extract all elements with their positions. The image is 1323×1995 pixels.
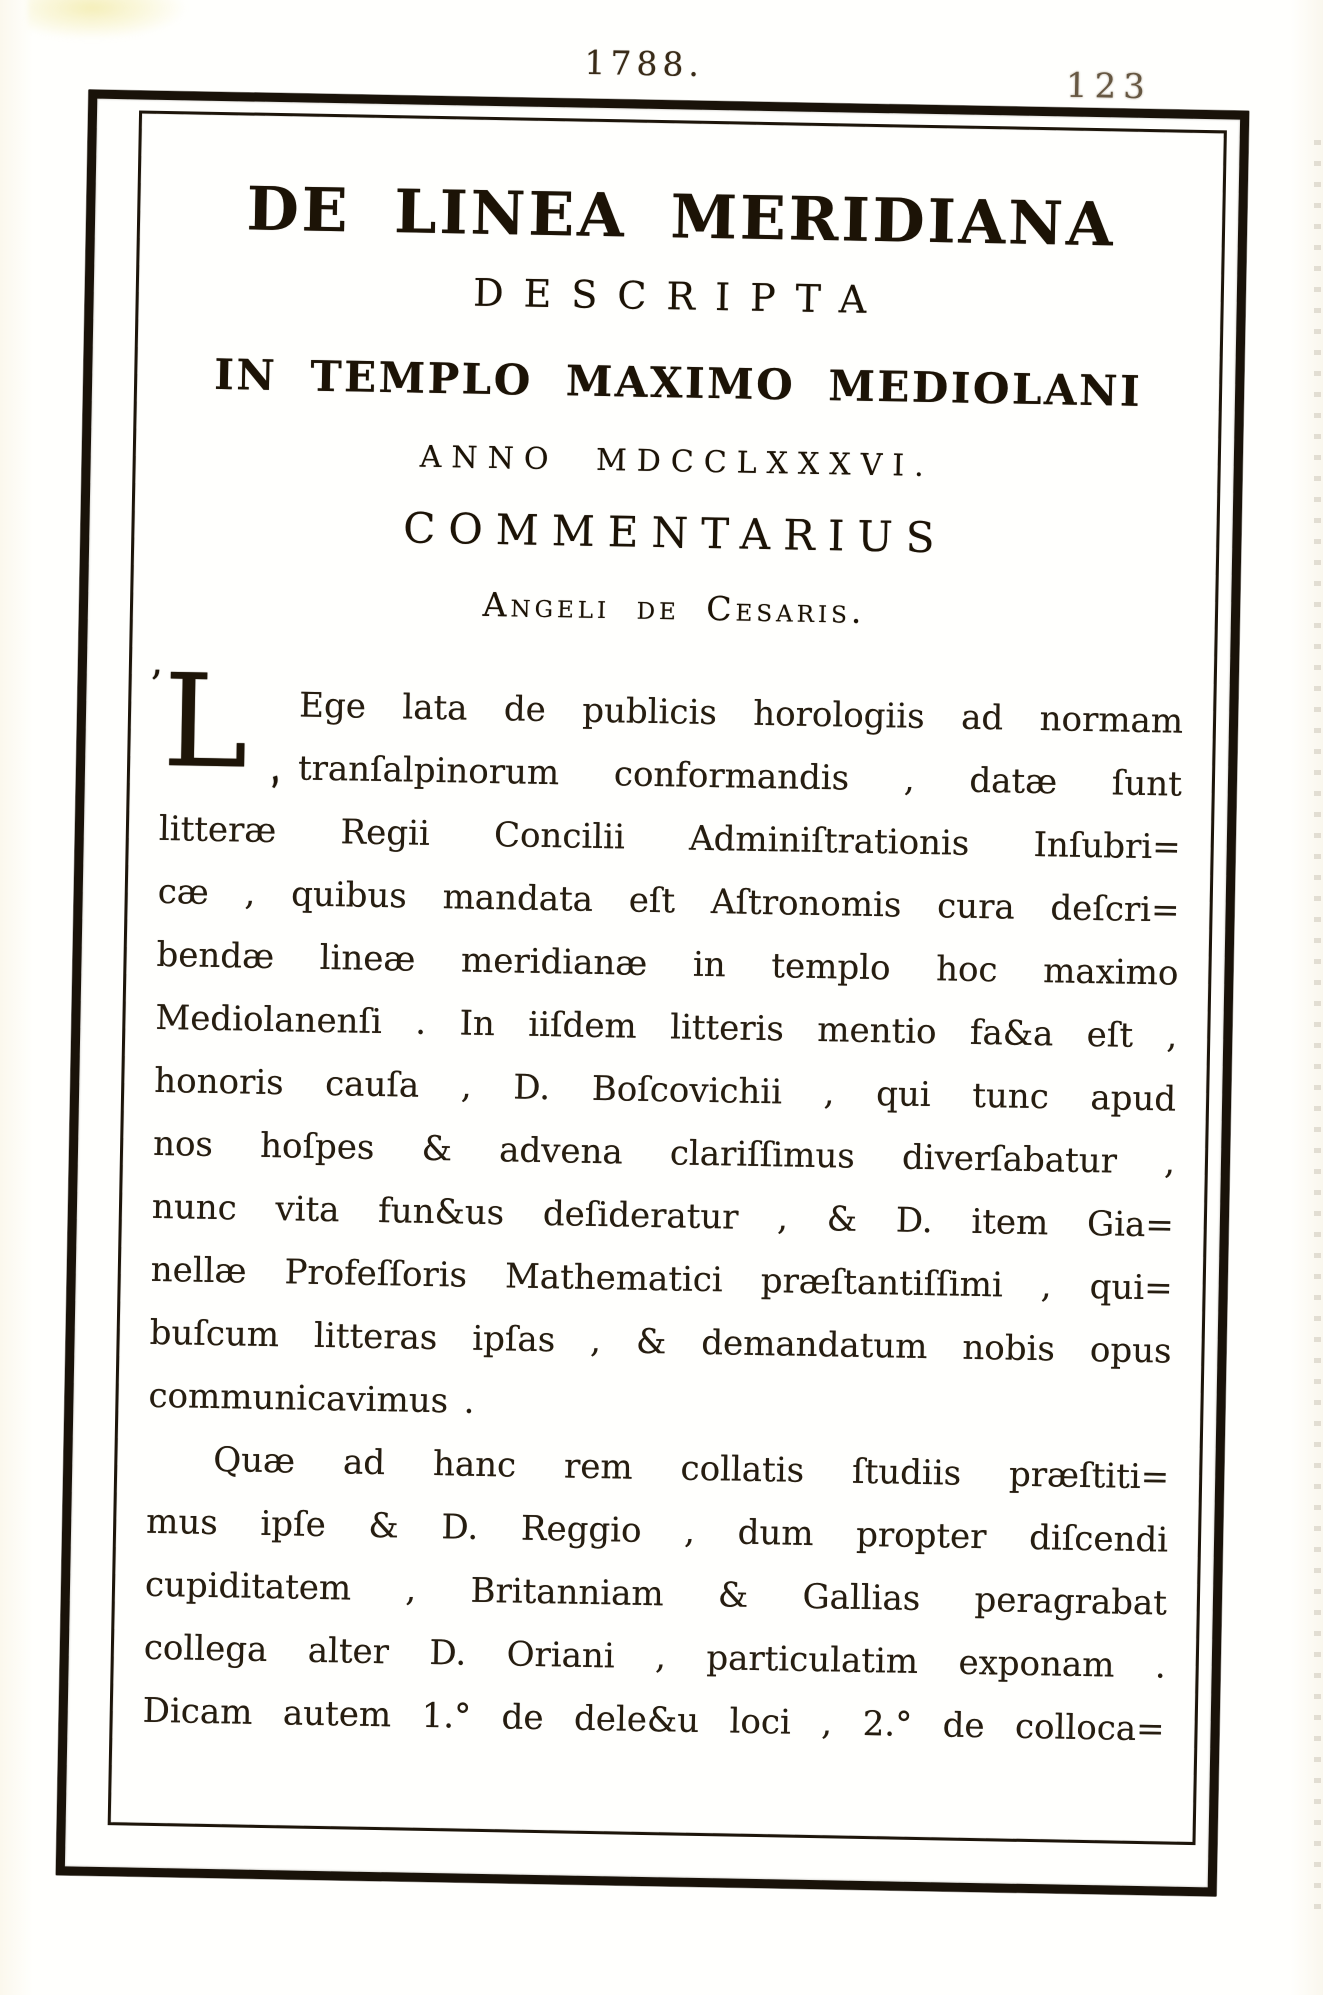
- title-location: IN TEMPLO MAXIMO MEDIOLANI: [213, 349, 1143, 416]
- paragraph-2: [142, 1428, 1170, 1762]
- year-header: 1788.: [584, 42, 705, 85]
- body-text-line: cæ , quibus mandata eſt Aſtronomis cura deſcri=: [157, 871, 1180, 931]
- body-text-line: nellæ Profeſſoris Mathematici præſtantiſſimi , qui=: [150, 1249, 1174, 1309]
- body-text-line: mus ipſe & D. Reggio , dum propter diſcendi: [145, 1501, 1169, 1561]
- page-edge-texture: [1314, 140, 1321, 1915]
- body-text-line: honoris cauſa , D. Boſcovichii , qui tunc apud: [153, 1060, 1177, 1120]
- title-main: DE LINEA MERIDIANA: [246, 174, 1117, 261]
- page-number: 123: [1065, 65, 1153, 108]
- body-text-line: Ege lata de publicis horologiis ad normam: [298, 685, 1184, 742]
- body-text-line: nunc vita fun&us deſideratur , & D. item Gia=: [151, 1186, 1175, 1246]
- title-commentarius: COMMENTARIUS: [402, 503, 949, 563]
- inner-rule-border: [108, 110, 1227, 1845]
- body-text-line: communicavimus .: [148, 1375, 475, 1422]
- body-text: [142, 646, 1184, 1762]
- body-text-line: Dicam autem 1.° de dele&u loci , 2.° de colloca=: [142, 1690, 1165, 1750]
- body-text-line: cupiditatem , Britanniam & Gallias peragrabat: [144, 1564, 1168, 1624]
- body-text-line: collega alter D. Oriani , particulatim exponam .: [143, 1627, 1167, 1687]
- paragraph-1: [148, 646, 1184, 1447]
- drop-cap-letter: [149, 646, 294, 798]
- title-descripta: DESCRIPTA: [472, 270, 887, 323]
- drop-cap-glyph: L: [161, 646, 250, 798]
- page-border-frame: [56, 90, 1250, 1897]
- body-text-line: buſcum litteras ipſas , & demandatum nobis opus: [149, 1312, 1172, 1372]
- drop-cap-flourish-bottom: ‚: [255, 741, 286, 794]
- drop-cap-flourish-top: ’: [149, 662, 163, 709]
- body-text-line: Quæ ad hanc rem collatis ſtudiis præſtiti=: [213, 1440, 1170, 1498]
- title-author: Angeli de Cesaris.: [482, 585, 866, 632]
- page-content: [111, 113, 1224, 1842]
- body-text-line: tranſalpinorum conformandis , datæ ſunt: [297, 748, 1183, 805]
- body-text-line: bendæ lineæ meridianæ in templo hoc maximo: [156, 934, 1179, 994]
- body-text-line: nos hoſpes & advena clariſſimus diverſabatur ,: [152, 1123, 1176, 1183]
- title-year-roman: ANNO MDCCLXXXVI.: [419, 439, 935, 485]
- body-text-line: Mediolanenſi . In iiſdem litteris mentio fa&a eſt ,: [155, 997, 1178, 1057]
- body-text-line: litteræ Regii Concilii Adminiſtrationis Inſubri=: [158, 808, 1182, 868]
